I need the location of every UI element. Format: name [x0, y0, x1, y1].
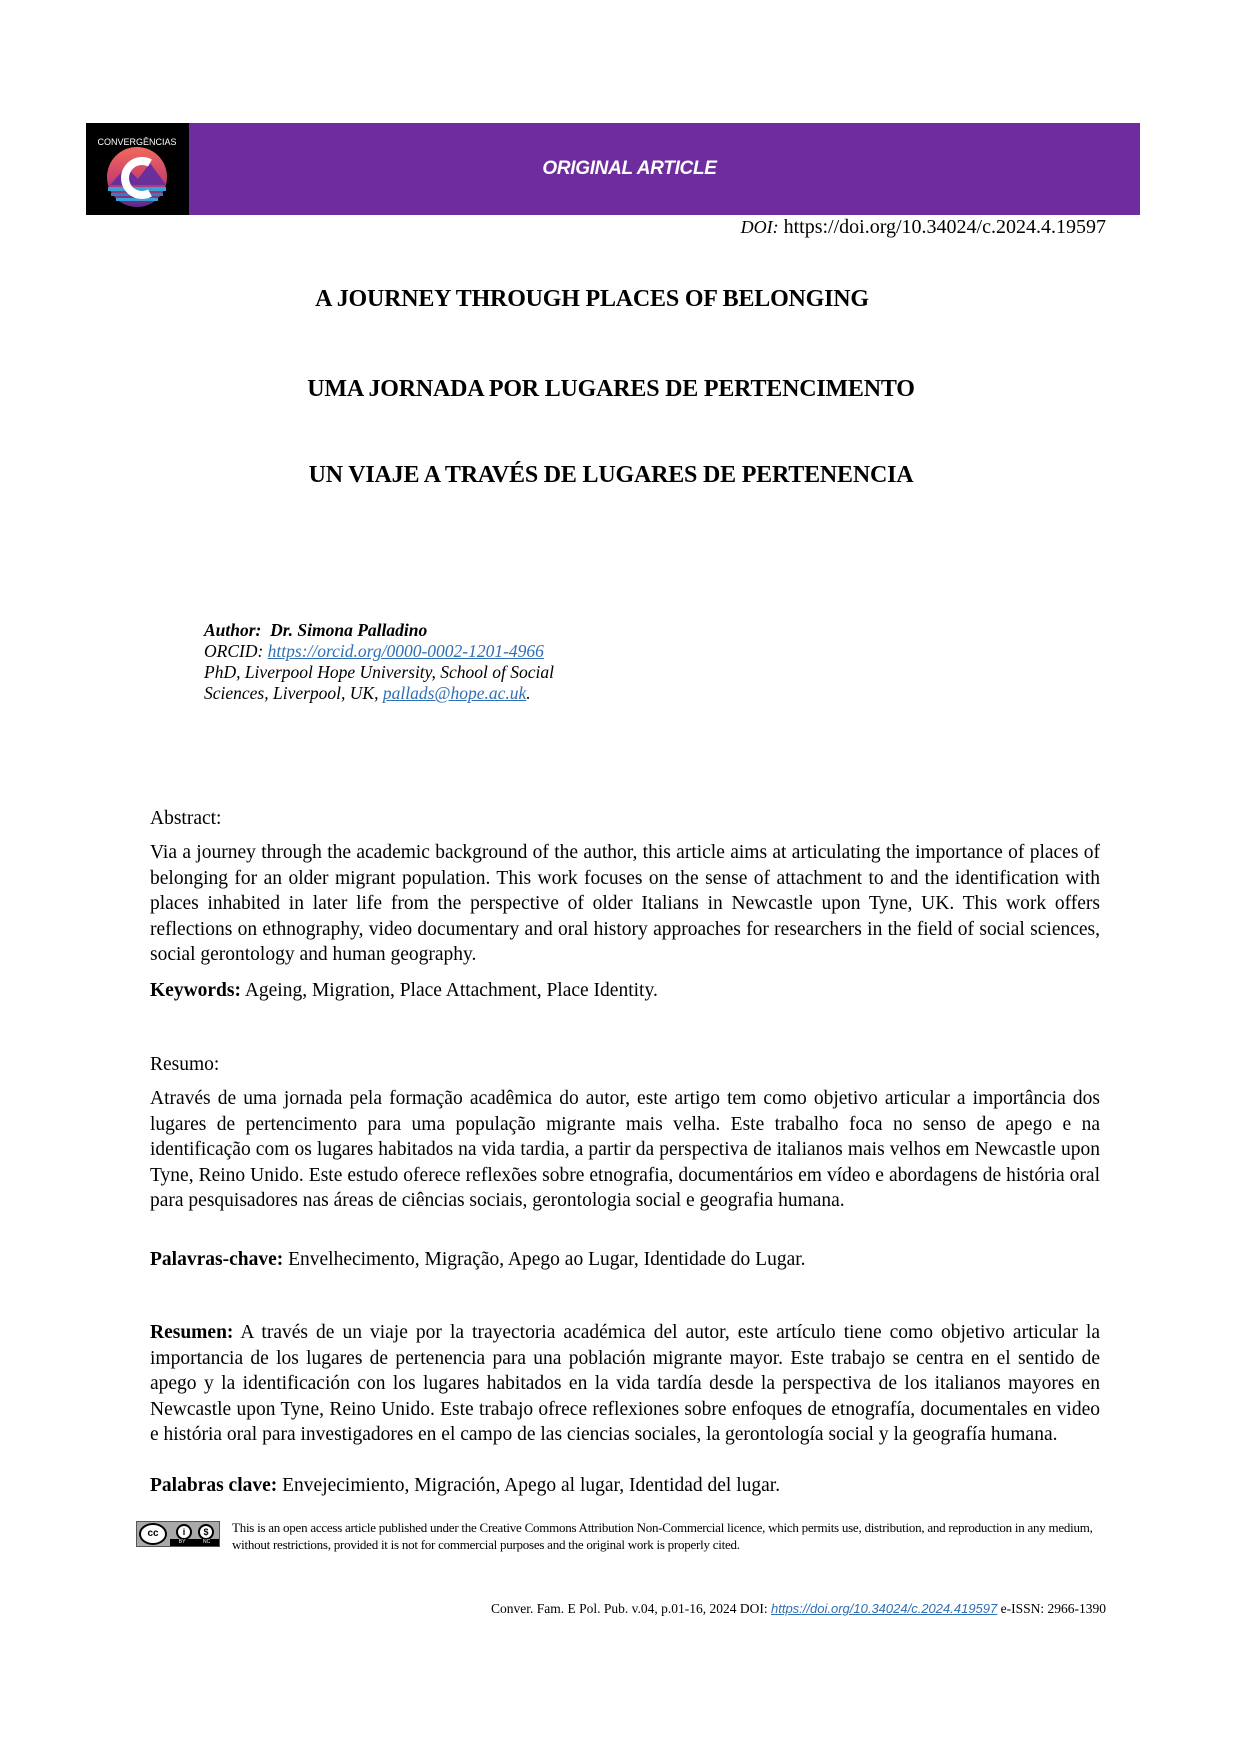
- badge-by-label: BY: [178, 1539, 186, 1545]
- author-email-link[interactable]: pallads@hope.ac.uk: [382, 683, 527, 703]
- cc-by-nc-badge[interactable]: [136, 1521, 220, 1547]
- author-line: [204, 620, 554, 641]
- abstract-heading: Abstract:: [150, 808, 222, 829]
- title-portuguese: UMA JORNADA POR LUGARES DE PERTENCIMENTO: [307, 376, 915, 402]
- abstract-body: Via a journey through the academic background of the author, this article aims at articulating the importance of places of belonging for an older migrant population. This work focuses on the sense of attachment to and the identification with places inhabited in later life from the perspective of older Italians in Newcastle upon Tyne, UK. This work offers reflections on ethnography, video documentary and oral history approaches for researchers in the field of social sciences, social gerontology and human geography.: [150, 842, 1100, 965]
- palabras-clave-label: Palabras clave:: [150, 1475, 278, 1496]
- logo-wordmark: CONVERGÊNCIAS: [97, 137, 177, 147]
- orcid-label: ORCID:: [204, 641, 264, 661]
- author-name: Dr. Simona Palladino: [270, 620, 428, 640]
- article-type-label: ORIGINAL ARTICLE: [542, 158, 717, 179]
- journal-logo: [86, 123, 189, 215]
- doi-label: DOI:: [740, 217, 779, 237]
- keywords-value: Ageing, Migration, Place Attachment, Place Identity.: [244, 980, 658, 1001]
- journal-header: [86, 123, 1140, 215]
- convergencias-logo-icon: [86, 123, 189, 215]
- article-type-banner: [189, 123, 1140, 215]
- title-english: A JOURNEY THROUGH PLACES OF BELONGING: [315, 286, 869, 312]
- resumen-body: A través de un viaje por la trayectoria académica del autor, este artículo tiene como objetivo articular la importancia de los lugares de pertenencia para una población migrante mayor. Este trabajo se centra en el sentido de apego y la identificación con los lugares habitados en la vida tardía desde la perspectiva de los italianos mayores en Newcastle upon Tyne, Reino Unido. Este trabajo ofrece reflexiones sobre enfoques de etnografía, documentales en video e história oral para investigadores en el campo de las ciencias sociales, la gerontología social y la geografía humana.: [150, 1322, 1100, 1445]
- doi-line: [741, 216, 1106, 239]
- non-commercial-icon: $: [198, 1524, 214, 1540]
- footer-doi-link[interactable]: https://doi.org/10.34024/c.2024.419597: [771, 1601, 998, 1616]
- badge-nc-label: NC: [202, 1539, 211, 1545]
- footer-issn: e-ISSN: 2966-1390: [1000, 1601, 1106, 1616]
- license-block: [136, 1519, 1106, 1553]
- resumo-keywords: [150, 1247, 1100, 1273]
- palavras-chave-value: Envelhecimento, Migração, Apego ao Lugar, Identidade do Lugar.: [288, 1249, 806, 1270]
- orcid-link[interactable]: https://orcid.org/0000-0002-1201-4966: [267, 641, 544, 661]
- doi-url[interactable]: https://doi.org/10.34024/c.2024.4.19597: [783, 216, 1106, 238]
- title-spanish: UN VIAJE A TRAVÉS DE LUGARES DE PERTENENCIA: [308, 462, 914, 488]
- affiliation-line-1: PhD, Liverpool Hope University, School of Social: [204, 662, 554, 682]
- author-label: Author:: [204, 620, 262, 640]
- affiliation-line-2: [204, 683, 554, 704]
- resumo-body: Através de uma jornada pela formação acadêmica do autor, este artigo tem como objetivo articular a importância dos lugares de pertencimento para uma população migrante mais velha. Este trabalho foca no senso de apego e na identificação com os lugares habitados na vida tardia, a partir da perspectiva de italianos mais velhos em Newcastle upon Tyne, Reino Unido. Este estudo oferece reflexões sobre etnografia, documentários em vídeo e abordagens de história oral para pesquisadores nas áreas de ciências sociais, gerontologia social e geografia humana.: [150, 1088, 1100, 1211]
- resumen-section: [150, 1320, 1100, 1448]
- author-block: [204, 620, 554, 704]
- attribution-icon: i: [176, 1524, 192, 1540]
- palabras-clave-value: Envejecimiento, Migración, Apego al lugar, Identidad del lugar.: [282, 1475, 781, 1496]
- resumen-keywords: [150, 1473, 1100, 1499]
- resumen-heading: Resumen:: [150, 1322, 234, 1343]
- orcid-line: [204, 641, 554, 662]
- resumo-heading: Resumo:: [150, 1054, 220, 1075]
- palavras-chave-label: Palavras-chave:: [150, 1249, 284, 1270]
- email-suffix: .: [526, 683, 531, 703]
- cc-icon: cc: [139, 1523, 167, 1545]
- badge-label-strip: [170, 1539, 219, 1546]
- abstract-keywords: [150, 978, 1100, 1004]
- footer-citation: Conver. Fam. E Pol. Pub. v.04, p.01-16, 2024 DOI:: [491, 1601, 768, 1616]
- keywords-label: Keywords:: [150, 980, 241, 1001]
- page-footer: [491, 1601, 1106, 1617]
- affiliation-text: Sciences, Liverpool, UK,: [204, 683, 379, 703]
- license-text: This is an open access article published under the Creative Commons Attribution Non-Commercial licence, which permits use, distribution, and reproduction in any medium, without restrictions, provided it is not for commercial purposes and the original work is properly cited.: [232, 1520, 1093, 1552]
